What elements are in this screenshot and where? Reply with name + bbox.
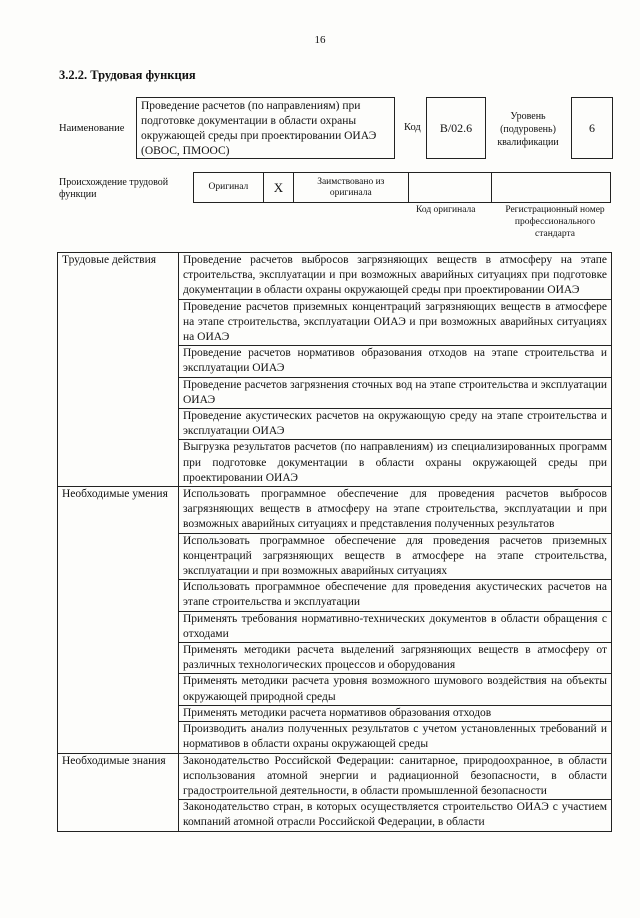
origin-original-cell — [194, 173, 264, 203]
table-row — [58, 753, 612, 800]
list-item: Проведение акустических расчетов на окружающую среду на этапе строительства и эксплуатации ОИАЭ — [179, 409, 612, 440]
original-label: Оригинал — [208, 182, 249, 192]
reg-number-caption: Регистрационный номер профессионального стандарта — [505, 205, 605, 239]
list-item: Проведение расчетов приземных концентраций загрязняющих веществ в атмосфере на этапе строительства, эксплуатации ОИАЭ и при возможных аварийных ситуациях на ОИАЭ — [179, 299, 612, 346]
borrowed-label: Заимствовано из оригинала — [317, 176, 385, 198]
origin-original-mark: X — [263, 173, 293, 203]
section-title: 3.2.2. Трудовая функция — [59, 68, 196, 82]
page-number: 16 — [314, 34, 326, 46]
list-item: Применять методики расчета уровня возможного шумового воздействия на объекты окружающей природной среды — [179, 674, 612, 705]
list-item: Законодательство стран, в которых осуществляется строительство ОИАЭ с участием компаний атомной отрасли Российской Федерации, в области — [179, 800, 612, 831]
origin-borrowed-cell — [294, 173, 408, 203]
list-item: Законодательство Российской Федерации: санитарное, природоохранное, в области использования атомной энергии и радиационной безопасности, в области градостроительной деятельности, в области промышленной безопасности — [179, 753, 612, 800]
list-item: Проведение расчетов загрязнения сточных вод на этапе строительства и эксплуатации ОИАЭ — [179, 377, 612, 408]
requirements-table — [57, 252, 612, 832]
code-original-cell — [408, 173, 491, 203]
list-item: Производить анализ полученных результатов с учетом установленных требований и нормативов в области охраны окружающей среды — [179, 722, 612, 753]
qualification-level: 6 — [571, 97, 613, 159]
section-heading: Необходимые знания — [58, 753, 179, 831]
level-label: Уровень (подуровень) квалификации — [497, 111, 559, 148]
origin-table — [193, 172, 611, 203]
section-heading: Необходимые умения — [58, 487, 179, 753]
list-item: Применять требования нормативно-технических документов в области обращения с отходами — [179, 611, 612, 642]
code-original-caption: Код оригинала — [416, 205, 476, 215]
list-item: Использовать программное обеспечение для проведения расчетов выбросов загрязняющих веществ в атмосферу на этапе строительства, эксплуатации и при возможных аварийных ситуациях и представления полученных результатов — [179, 487, 612, 534]
name-label: Наименование — [59, 123, 125, 134]
list-item: Использовать программное обеспечение для проведения расчетов приземных концентраций загрязняющих веществ в атмосфере на этапе строительства, эксплуатации и при возможных аварийных ситуациях — [179, 533, 612, 580]
section-heading: Трудовые действия — [58, 253, 179, 487]
table-row — [58, 253, 612, 300]
list-item: Проведение расчетов выбросов загрязняющих веществ в атмосферу на этапе строительства, эксплуатации и при возможных аварийных ситуациях при подготовке документации в области охраны окружающей среды при проектировании ОИАЭ — [179, 253, 612, 300]
origin-label: Происхождение трудовой функции — [59, 177, 169, 200]
function-code: В/02.6 — [426, 97, 486, 159]
list-item: Проведение расчетов нормативов образования отходов на этапе строительства и эксплуатации ОИАЭ — [179, 346, 612, 377]
list-item: Использовать программное обеспечение для проведения акустических расчетов на этапе строительства и эксплуатации — [179, 580, 612, 611]
reg-number-cell — [491, 173, 610, 203]
list-item: Применять методики расчета выделений загрязняющих веществ в атмосферу от различных технологических процессов и оборудования — [179, 643, 612, 674]
list-item: Выгрузка результатов расчетов (по направлениям) из специализированных программ при подготовке документации в области охраны окружающей среды при проектировании ОИАЭ — [179, 440, 612, 487]
list-item: Применять методики расчета нормативов образования отходов — [179, 705, 612, 721]
function-name: Проведение расчетов (по направлениям) при подготовке документации в области охраны окружающей среды при проектировании ОИАЭ (ОВОС, ПМООС) — [136, 97, 395, 159]
table-row — [58, 487, 612, 534]
code-label: Код — [404, 122, 421, 133]
